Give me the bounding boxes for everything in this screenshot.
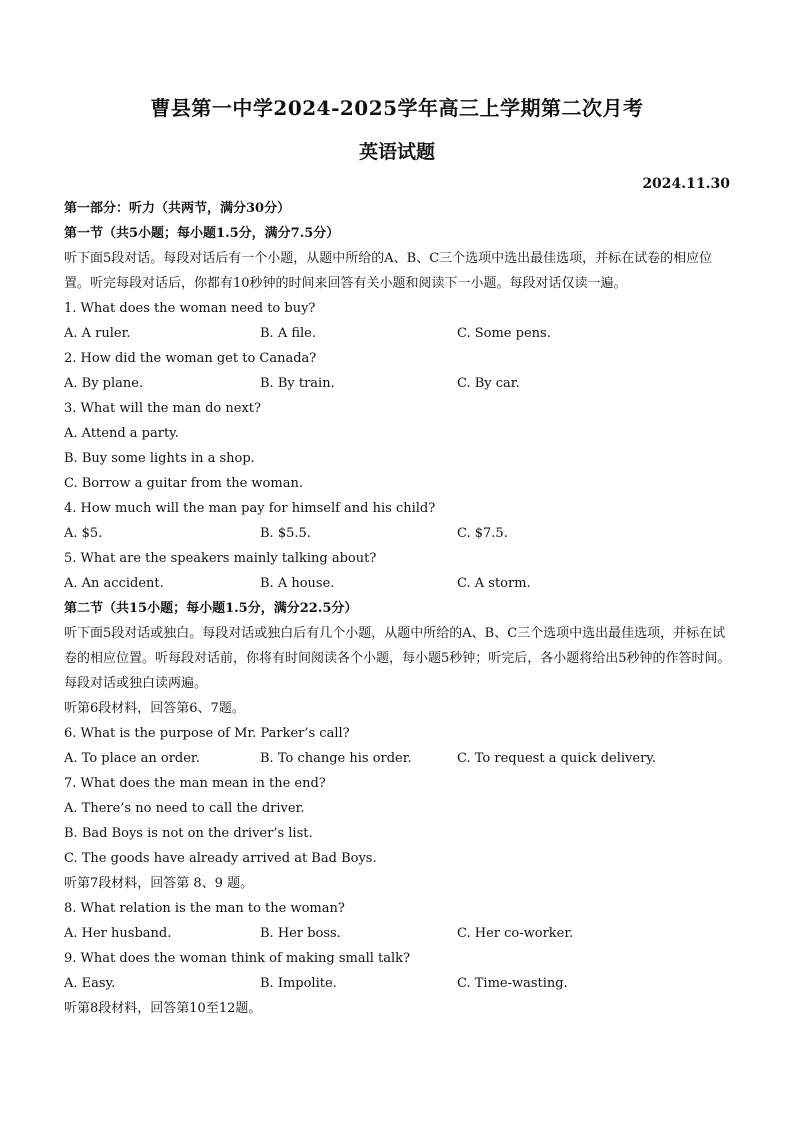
- question-9-stem: 9. What does the woman think of making small talk?: [64, 951, 411, 966]
- option-a: A. $5.: [64, 526, 103, 541]
- option-b: B. Buy some lights in a shop.: [64, 451, 255, 466]
- option-a: A. Easy.: [64, 976, 116, 991]
- option-b: B. By train.: [260, 376, 335, 391]
- option-b: B. Her boss.: [260, 926, 341, 941]
- option-b: B. To change his order.: [260, 751, 412, 766]
- option-c: C. The goods have already arrived at Bad Boys.: [64, 851, 377, 866]
- option-c: C. To request a quick delivery.: [457, 751, 657, 766]
- question-8-stem: 8. What relation is the man to the woman?: [64, 901, 345, 916]
- option-a: A. To place an order.: [64, 751, 200, 766]
- option-c: C. By car.: [457, 376, 520, 391]
- question-3-stem: 3. What will the man do next?: [64, 401, 261, 416]
- option-c: C. $7.5.: [457, 526, 508, 541]
- question-9-options: [64, 971, 734, 996]
- question-2-stem: 2. How did the woman get to Canada?: [64, 351, 317, 366]
- option-c: C. Time-wasting.: [457, 976, 568, 991]
- material-8-note: 听第8段材料，回答第10至12题。: [64, 1001, 262, 1016]
- option-b: B. $5.5.: [260, 526, 311, 541]
- material-6-note: 听第6段材料，回答第6、7题。: [64, 701, 245, 716]
- exam-subject: 英语试题: [358, 141, 435, 163]
- question-6-stem: 6. What is the purpose of Mr. Parker’s call?: [64, 726, 350, 741]
- option-a: A. Her husband.: [64, 926, 172, 941]
- option-a: A. There’s no need to call the driver.: [64, 801, 305, 816]
- question-1-stem: 1. What does the woman need to buy?: [64, 301, 316, 316]
- section1-instructions: 听下面5段对话。每段对话后有一个小题，从题中所给的A、B、C三个选项中选出最佳选项，并标在试卷的相应位置。听完每段对话后，你都有10秒钟的时间来回答有关小题和阅读下一小题。每段对话仅读一遍。: [64, 251, 713, 291]
- material-7-note: 听第7段材料，回答第 8、9 题。: [64, 876, 254, 891]
- option-b: B. Impolite.: [260, 976, 337, 991]
- question-4-options: [64, 521, 734, 546]
- question-6-options: [64, 746, 734, 771]
- section2-instructions: 听下面5段对话或独白。每段对话或独白后有几个小题，从题中所给的A、B、C三个选项中选出最佳选项，并标在试卷的相应位置。听每段对话前，你将有时间阅读各个小题，每小题5秒钟；听完后，各小题将给出5秒钟的作答时间。每段对话或独白读两遍。: [64, 626, 731, 691]
- section2-heading: 第二节（共15小题；每小题1.5分，满分22.5分）: [64, 601, 358, 616]
- question-5-options: [64, 571, 734, 596]
- exam-title: 曹县第一中学2024-2025学年高三上学期第二次月考: [150, 96, 644, 120]
- option-a: A. Attend a party.: [64, 426, 179, 441]
- question-4-stem: 4. How much will the man pay for himself and his child?: [64, 501, 436, 516]
- section1-heading: 第一节（共5小题；每小题1.5分，满分7.5分）: [64, 226, 340, 241]
- exam-date: 2024.11.30: [642, 176, 730, 192]
- part1-heading: 第一部分：听力（共两节，满分30分）: [64, 201, 291, 216]
- option-a: A. By plane.: [64, 376, 144, 391]
- option-b: B. A house.: [260, 576, 335, 591]
- option-b: B. Bad Boys is not on the driver’s list.: [64, 826, 313, 841]
- question-8-options: [64, 921, 734, 946]
- option-a: A. An accident.: [64, 576, 164, 591]
- option-c: C. Some pens.: [457, 326, 551, 341]
- question-7-stem: 7. What does the man mean in the end?: [64, 776, 326, 791]
- option-c: C. Her co-worker.: [457, 926, 574, 941]
- exam-body: [64, 196, 734, 1021]
- question-1-options: [64, 321, 734, 346]
- option-c: C. A storm.: [457, 576, 531, 591]
- option-b: B. A file.: [260, 326, 316, 341]
- question-5-stem: 5. What are the speakers mainly talking about?: [64, 551, 377, 566]
- question-2-options: [64, 371, 734, 396]
- option-a: A. A ruler.: [64, 326, 131, 341]
- option-c: C. Borrow a guitar from the woman.: [64, 476, 303, 491]
